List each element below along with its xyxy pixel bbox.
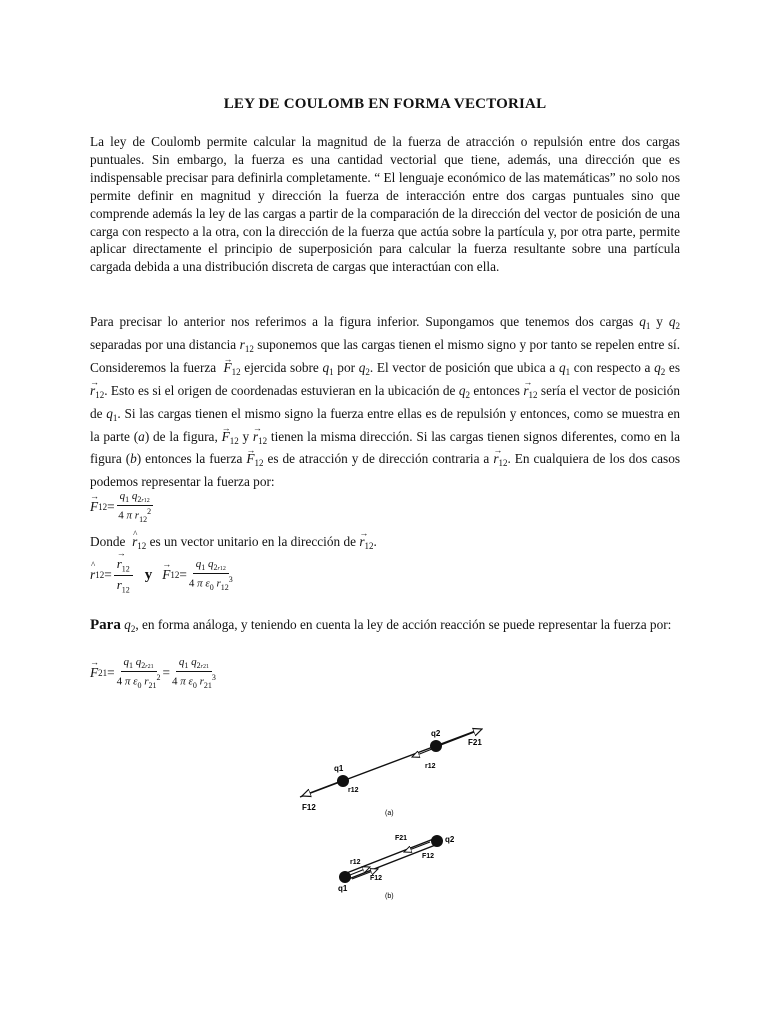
- formula-f12: → F 12 = $\frac{q_1 q_{2r12}}{4 \pi r_{12}^2}$: [90, 490, 155, 524]
- formula-unit-vector-and-f12: ^ r 12 = → $\frac{r_{12}}{r_{12}}$ y → F 12 = $\frac{q_1 q_{2r12}}{4 \pi \varepsilon_0 r_{12}^3}$: [90, 556, 235, 594]
- figure-b-label-q2: q2: [445, 835, 455, 844]
- figure-a-label-q2: q2: [431, 729, 441, 738]
- figure-b-charge-q2: [431, 835, 443, 847]
- figure-a-caption: (a): [385, 810, 394, 817]
- figure-a-label-f12: F12: [302, 803, 316, 812]
- figure-b-charge-q1: [339, 871, 351, 883]
- figure-a-charge-q1: [337, 775, 349, 787]
- paragraph-unit-vector: Donde ^ $r_{12}$ es un vector unitario en la dirección de → $r_{12}$.: [90, 533, 680, 556]
- formula-f21: → F 21 = $\frac{q_1 q_{2r21}}{4 \pi \varepsilon_0 r_{21}^2}$ = $\frac{q_1 q_{2r21}}{4 \pi \varepsilon_0 r_{21}^3}$: [90, 656, 218, 690]
- paragraph-analog-force: Para $q_2$, en forma análoga, y teniendo en cuenta la ley de acción reacción se puede representar la fuerza por:: [90, 617, 672, 634]
- connector-y: y: [144, 566, 153, 583]
- page-title: LEY DE COULOMB EN FORMA VECTORIAL: [223, 96, 547, 112]
- figure-b-caption: (b): [385, 893, 394, 900]
- figure-a-diagram: [290, 722, 500, 822]
- figure-b-label-f12: F12: [370, 875, 383, 882]
- figure-a-charge-q2: [430, 740, 442, 752]
- figure-b-label-f21: F21: [395, 835, 408, 842]
- formula-f12-lhs: → F: [90, 499, 98, 515]
- figure-a-label-f21: F21: [468, 738, 482, 747]
- figure-b-f21-arrow: [404, 842, 430, 852]
- figure-b-label-r12: r12: [350, 859, 361, 866]
- figure-b-label-q1: q1: [338, 884, 348, 893]
- figure-b-label-f12-second: F12: [422, 853, 435, 860]
- figure-a-label-r12-unit: r12: [425, 763, 436, 770]
- figure-a-label-r12: r12: [348, 787, 359, 794]
- figure-a-label-q1: q1: [334, 764, 344, 773]
- figure-b-diagram: [330, 824, 470, 904]
- paragraph-intro: La ley de Coulomb permite calcular la magnitud de la fuerza de atracción o repulsión entre dos cargas puntuales. Sin embargo, la fuerza es una cantidad vectorial que tiene, además, una dirección que es indispensable precisar para definirla completamente. “ El lenguaje económico de las matemáticas” no solo nos permite definir en magnitud y dirección la fuerza de interacción entre dos cargas puntuales sino que comprende además la ley de las cargas a partir de la comparación de la dirección del vector de posición de una carga con respecto a la otra, con la dirección de la fuerza que actúa sobre la partícula y, por otra parte, permite aplicar directamente el principio de superposición para calcular la fuerza resultante sobre una partícula cargada debida a una distribución discreta de cargas que interactúan con ella.: [90, 134, 680, 275]
- paragraph-figure-description: Para precisar lo anterior nos referimos a la figura inferior. Supongamos que tenemos dos cargas $q_1$ y $q_2$ separadas por una distancia $r_{12}$ suponemos que las cargas tienen el mismo signo y por tanto se repelen entre sí. Consideremos la fuerza → $F_{12}$ ejercida sobre $q_1$ por $q_2$. El vector de posición que ubica a $q_1$ con respecto a $q_2$ es → $r_{12}$. Esto es si el origen de coordenadas estuvieran en la ubicación de $q_2$ entonces → $r_{12}$ sería el vector de posición de $q_1$. Si las cargas tienen el mismo signo la fuerza entre ellas es de repulsión y entonces, como se muestra en la parte (a) de la figura, → $F_{12}$ $y \to r_{12}$ tienen la misma dirección. Si las cargas tienen signos diferentes, como en la figura (b) entonces la fuerza → $F_{12}$ es de atracción y de dirección contraria $a \to r_{12}$. En cualquiera de los dos casos podemos representar la fuerza por:: [90, 313, 680, 491]
